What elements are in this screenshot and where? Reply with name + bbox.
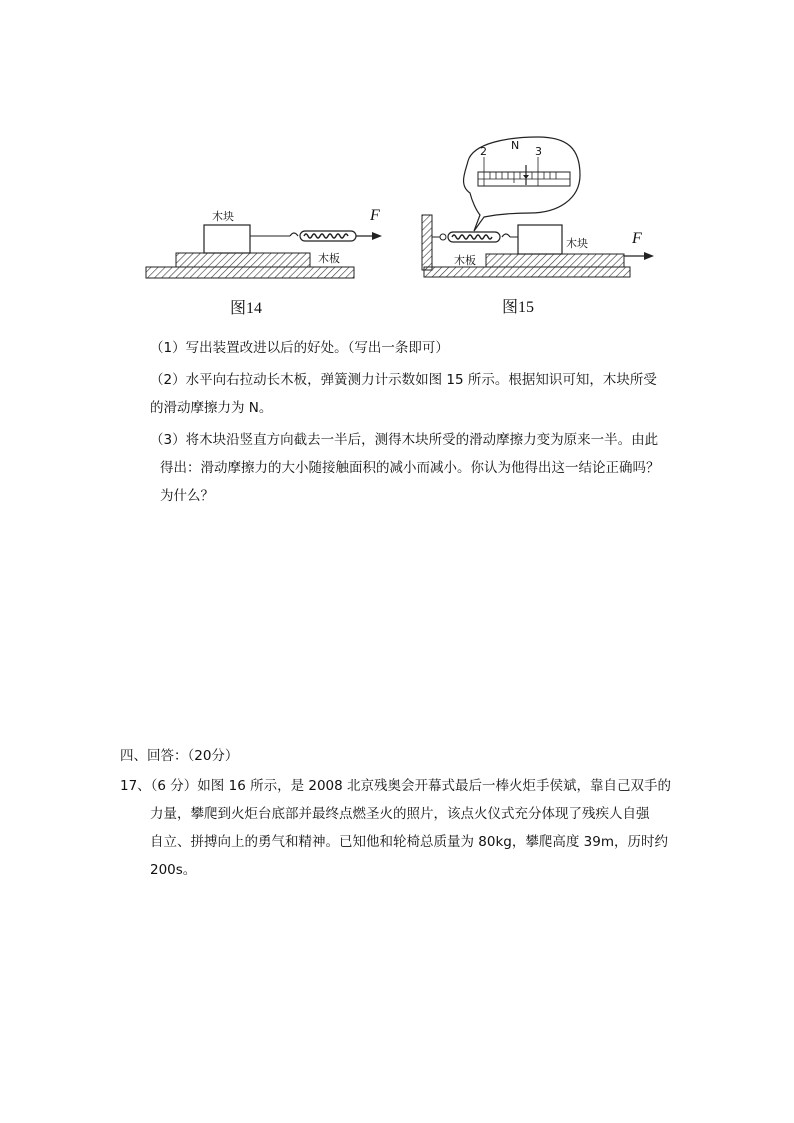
ground bbox=[146, 267, 354, 278]
force-label: F bbox=[370, 207, 380, 224]
wall bbox=[422, 215, 432, 270]
question-2-line-2: 的滑动摩擦力为 N。 bbox=[150, 400, 273, 416]
figure-15-caption: 图15 bbox=[502, 299, 535, 316]
section-4-heading: 四、回答：（20分） bbox=[120, 748, 239, 764]
scale-tick-2: 2 bbox=[480, 145, 487, 158]
question-2-line-1: （2）水平向右拉动长木板，弹簧测力计示数如图 15 所示。根据知识可知，木块所受 bbox=[150, 372, 657, 388]
figure-14-diagram bbox=[140, 200, 380, 325]
wooden-block bbox=[204, 225, 250, 253]
force-label-15: F bbox=[632, 230, 642, 247]
block-label: 木块 bbox=[212, 210, 234, 223]
figure-14 bbox=[140, 200, 380, 325]
force-arrow-icon bbox=[372, 232, 382, 240]
wooden-board-15 bbox=[486, 254, 624, 267]
question-3-line-1: （3）将木块沿竖直方向截去一半后，测得木块所受的滑动摩擦力变为原来一半。由此 bbox=[150, 432, 659, 448]
scale-callout bbox=[464, 137, 580, 231]
question-1: （1）写出装置改进以后的好处。（写出一条即可） bbox=[150, 340, 449, 356]
scale-unit: N bbox=[511, 139, 520, 152]
wooden-block-15 bbox=[518, 225, 562, 254]
board-label: 木板 bbox=[318, 252, 340, 265]
ground-15 bbox=[424, 267, 630, 277]
spring-scale bbox=[290, 231, 356, 241]
force-arrow-icon-15 bbox=[644, 252, 654, 260]
block-label-15: 木块 bbox=[566, 237, 588, 250]
question-17-line-1: 17、（6 分）如图 16 所示，是 2008 北京残奥会开幕式最后一棒火炬手侯斌，靠自己双手的 bbox=[120, 778, 672, 794]
question-17-line-2: 力量，攀爬到火炬台底部并最终点燃圣火的照片，该点火仪式充分体现了残疾人自强 bbox=[150, 806, 650, 822]
question-17-line-4: 200s。 bbox=[150, 862, 197, 878]
question-3-line-2: 得出：滑动摩擦力的大小随接触面积的减小而减小。你认为他得出这一结论正确吗？ bbox=[160, 460, 660, 476]
figure-15 bbox=[418, 135, 658, 325]
scale-tick-3: 3 bbox=[535, 145, 542, 158]
figure-15-diagram bbox=[418, 135, 658, 325]
figure-14-caption: 图14 bbox=[230, 300, 263, 317]
spring-scale-15 bbox=[432, 232, 518, 242]
question-3-line-3: 为什么？ bbox=[160, 488, 214, 504]
board-label-15: 木板 bbox=[454, 254, 476, 267]
wooden-board bbox=[176, 253, 310, 267]
question-17-line-3: 自立、拼搏向上的勇气和精神。已知他和轮椅总质量为 80kg，攀爬高度 39m，历时约 bbox=[150, 834, 668, 850]
